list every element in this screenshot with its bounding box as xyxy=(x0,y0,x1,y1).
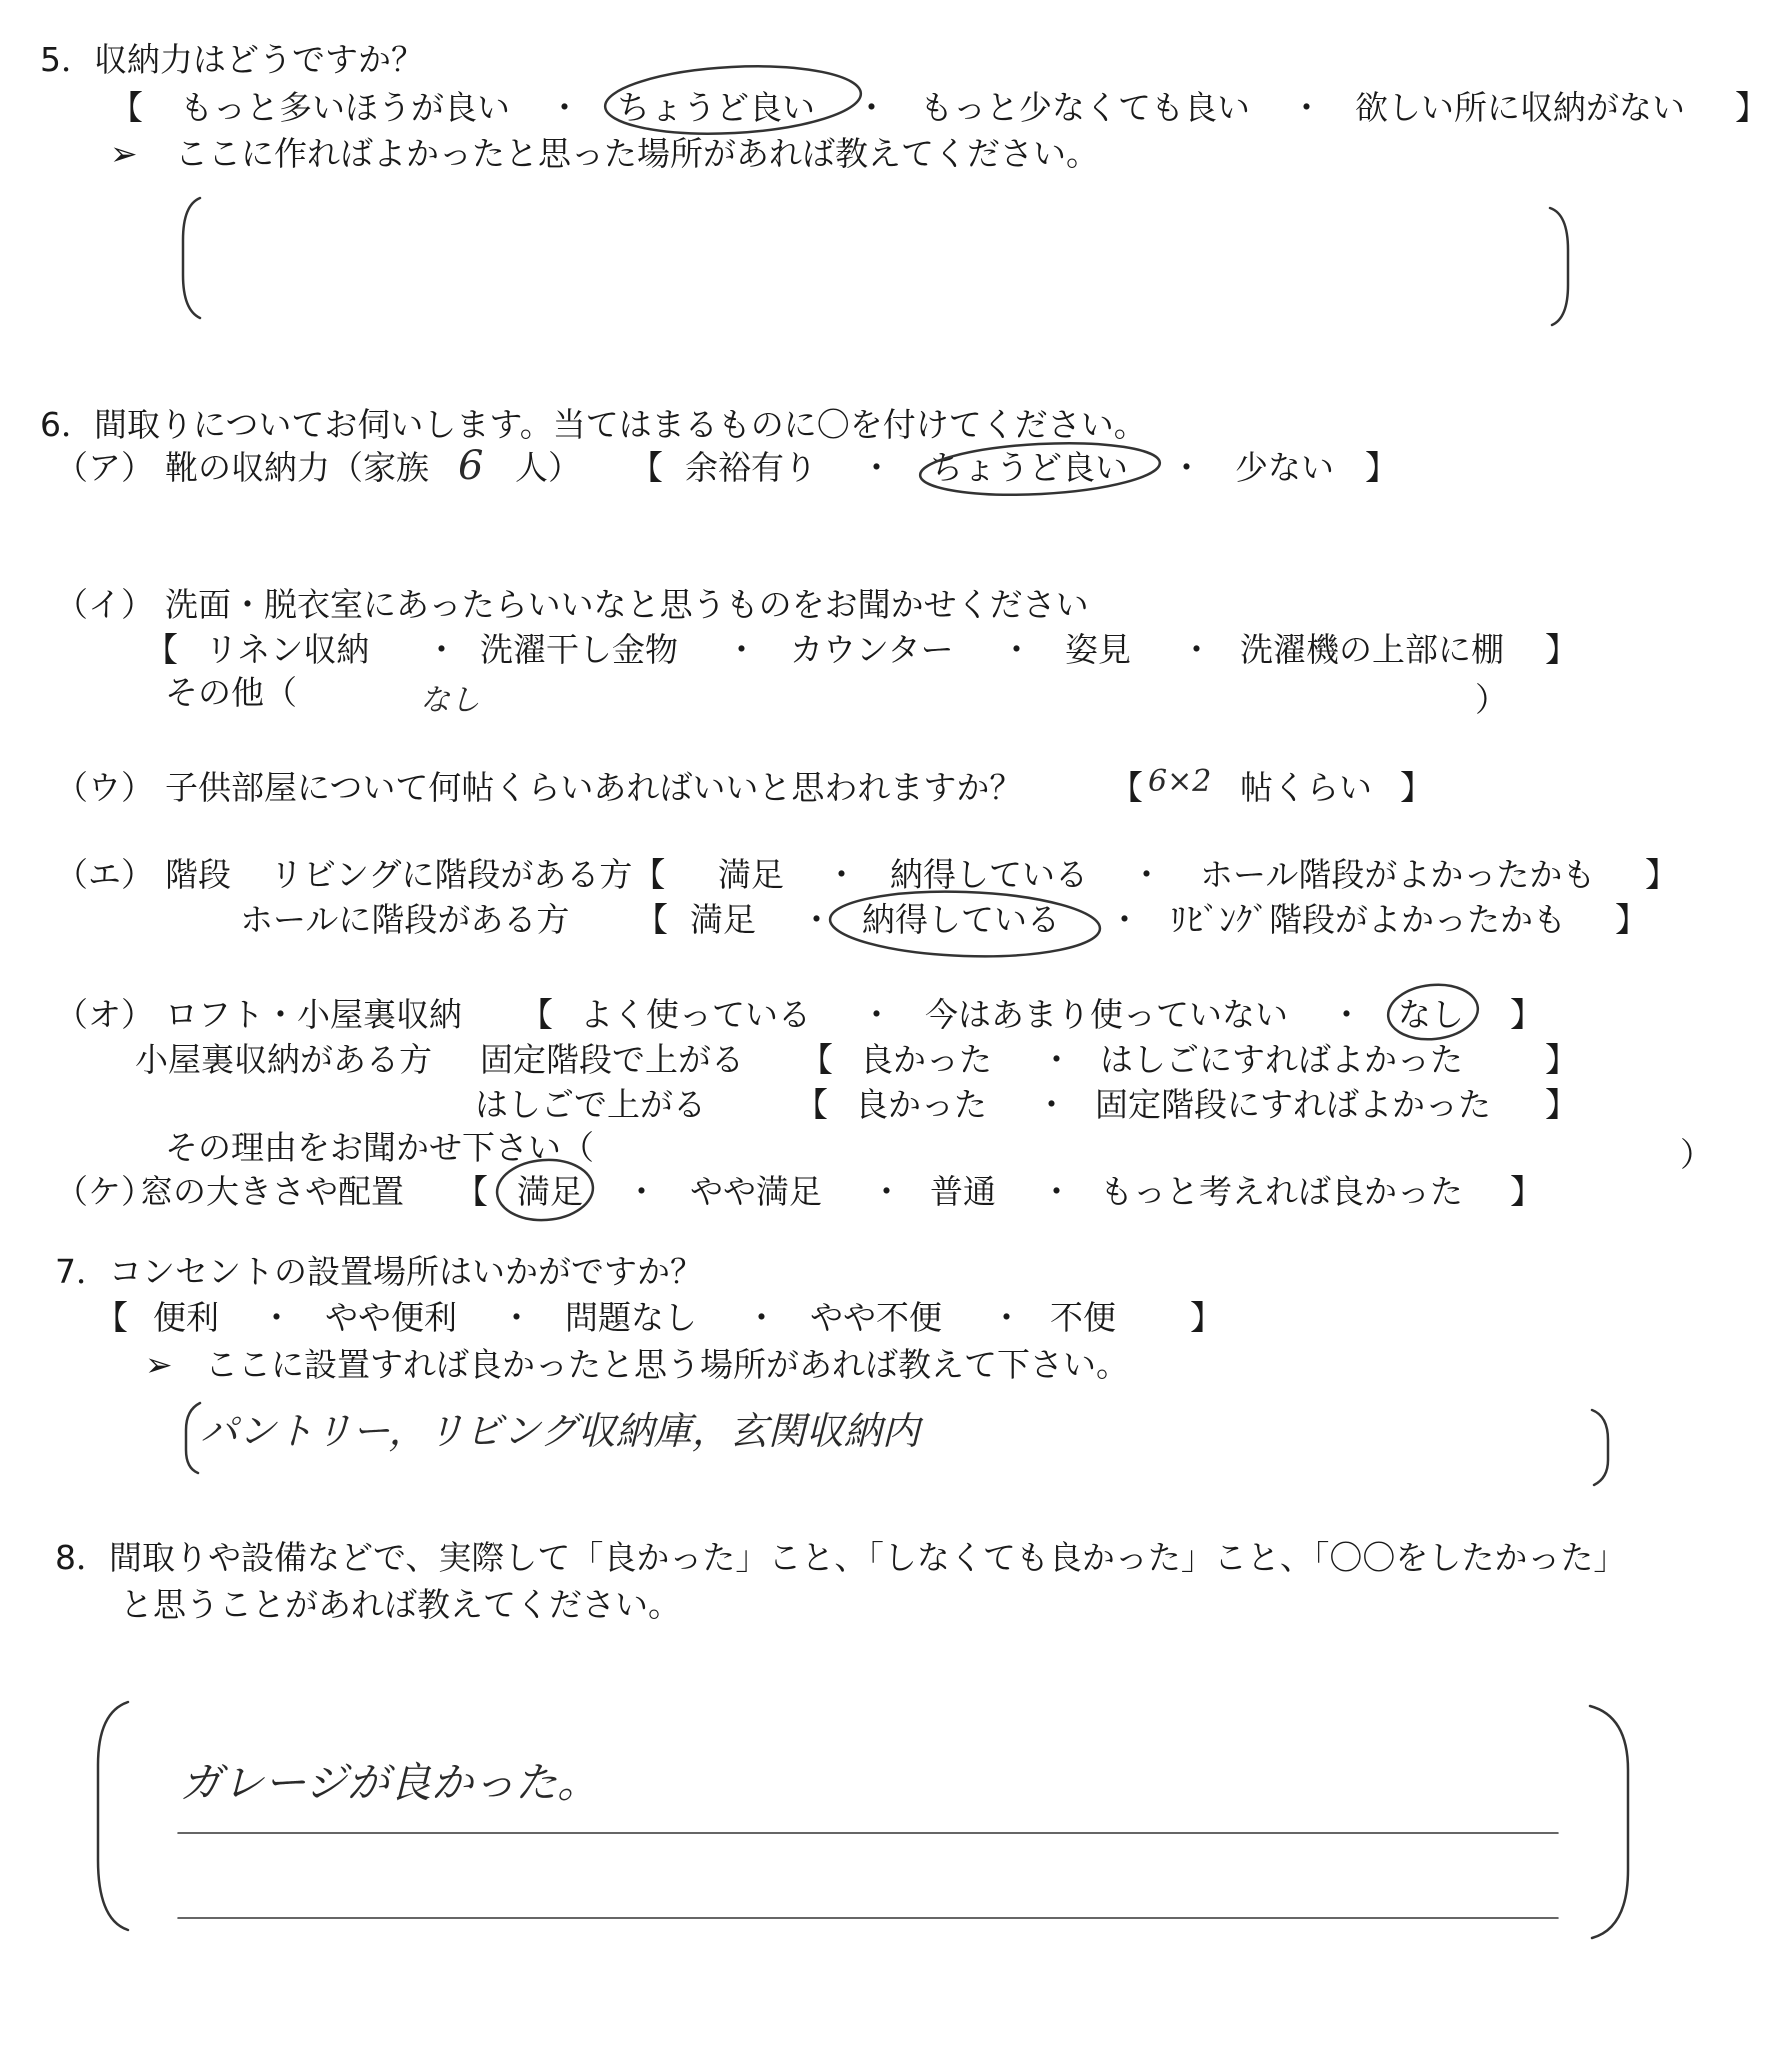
q6i-option-linen[interactable]: リネン収納 xyxy=(205,630,370,669)
q6e-row1-option-hall-stairs[interactable]: ホール階段がよかったかも xyxy=(1200,855,1596,894)
q6ke-text: 窓の大きさや配置 xyxy=(140,1172,404,1211)
q6i-option-drying-rack[interactable]: 洗濯干し金物 xyxy=(480,630,678,669)
q6i-separator: ・ xyxy=(1180,630,1213,669)
q6o-option-none[interactable]: なし xyxy=(1398,995,1464,1034)
q6a-separator: ・ xyxy=(1170,448,1203,487)
q6e-row2-open-bracket: 【 xyxy=(635,900,668,939)
q6ke-option-satisfied[interactable]: 満足 xyxy=(517,1172,583,1211)
q6ke-option-normal[interactable]: 普通 xyxy=(930,1172,996,1211)
q6a-option-just-right[interactable]: ちょうど良い xyxy=(930,448,1128,487)
q6i-label: （イ） xyxy=(55,585,154,624)
q7-option-somewhat-inconvenient[interactable]: やや不便 xyxy=(810,1298,942,1337)
q8-box-left-bracket xyxy=(98,1702,128,1930)
q6e-row1-option-satisfied[interactable]: 満足 xyxy=(718,855,784,894)
q6ke-option-could-think[interactable]: もっと考えれば良かった xyxy=(1100,1172,1463,1211)
q6ke-option-somewhat[interactable]: やや満足 xyxy=(690,1172,822,1211)
q6i-other-close: ） xyxy=(1475,680,1508,719)
q8-box-right-bracket xyxy=(1590,1706,1628,1938)
q6e-row2-option-convinced[interactable]: 納得している xyxy=(862,900,1060,939)
q8-title: 8．間取りや設備などで、実際して「良かった」こと、「しなくても良かった」こと、「〇〇をしたかった」 xyxy=(55,1538,1627,1577)
q5-box-right-bracket xyxy=(1550,208,1568,325)
q5-option-missing[interactable]: 欲しい所に収納がない xyxy=(1355,88,1685,127)
q6o-row2-option-good[interactable]: 良かった xyxy=(860,1040,992,1079)
q6o-separator: ・ xyxy=(860,995,893,1034)
q6ke-open-bracket: 【 xyxy=(455,1172,488,1211)
q6e-separator: ・ xyxy=(1108,900,1141,939)
q6e-row1-option-convinced[interactable]: 納得している xyxy=(890,855,1088,894)
q7-separator: ・ xyxy=(500,1298,533,1337)
q6o-option-used[interactable]: よく使っている xyxy=(580,995,811,1034)
q8-answer: ガレージが良かった。 xyxy=(180,1758,600,1807)
q5-open-bracket: 【 xyxy=(110,88,143,127)
q6e-row1-lead: リビングに階段がある方【 xyxy=(270,855,666,894)
q6a-separator: ・ xyxy=(860,448,893,487)
q6o-row3-option-fixed[interactable]: 固定階段にすればよかった xyxy=(1095,1085,1491,1124)
q5-separator: ・ xyxy=(855,88,888,127)
q6u-open-bracket: 【 xyxy=(1110,768,1143,807)
q6i-other-answer: なし xyxy=(420,683,480,718)
q6o-row3-option-good[interactable]: 良かった xyxy=(855,1085,987,1124)
q7-close-bracket: 】 xyxy=(1190,1298,1223,1337)
q5-box-left-bracket xyxy=(183,198,200,318)
q6u-text: 子供部屋について何帖くらいあればいいと思われますか？ xyxy=(165,768,1023,807)
q7-separator: ・ xyxy=(260,1298,293,1337)
q7-option-inconvenient[interactable]: 不便 xyxy=(1050,1298,1116,1337)
q7-box-right-bracket xyxy=(1592,1410,1608,1485)
q6a-option-few[interactable]: 少ない xyxy=(1235,448,1334,487)
q6i-separator: ・ xyxy=(1000,630,1033,669)
q6ke-separator: ・ xyxy=(625,1172,658,1211)
q6o-separator: ・ xyxy=(1040,1040,1073,1079)
q6i-option-mirror[interactable]: 姿見 xyxy=(1065,630,1131,669)
q6i-text: 洗面・脱衣室にあったらいいなと思うものをお聞かせください xyxy=(165,585,1089,624)
q6o-row2-lead: 小屋裏収納がある方 xyxy=(135,1040,432,1079)
q6o-close-bracket: 】 xyxy=(1510,995,1543,1034)
q6a-open-bracket: 【 xyxy=(630,448,663,487)
q6o-separator: ・ xyxy=(1330,995,1363,1034)
q7-open-bracket: 【 xyxy=(95,1298,128,1337)
q6i-other-label: その他（ xyxy=(165,673,297,712)
q6u-answer: 6×2 xyxy=(1148,764,1212,799)
q6ke-label: （ケ） xyxy=(55,1172,154,1211)
q8-title-continued: と思うことがあれば教えてください。 xyxy=(120,1585,681,1624)
q5-option-more[interactable]: もっと多いほうが良い xyxy=(180,88,510,127)
q6ke-close-bracket: 】 xyxy=(1510,1172,1543,1211)
q7-answer: パントリー，リビング収納庫，玄関収納内 xyxy=(200,1409,920,1453)
q6e-separator: ・ xyxy=(800,900,833,939)
q6o-row3-ladder: はしごで上がる xyxy=(475,1085,706,1124)
q6ke-separator: ・ xyxy=(870,1172,903,1211)
q6a-label: （ア） xyxy=(55,448,154,487)
arrow-icon: ➢ xyxy=(145,1345,173,1384)
q6o-text: ロフト・小屋裏収納 xyxy=(165,995,462,1034)
q6o-label: （オ） xyxy=(55,995,154,1034)
q6-title: 6．間取りについてお伺いします。当てはまるものに〇を付けてください。 xyxy=(40,405,1147,444)
q6i-separator: ・ xyxy=(425,630,458,669)
q7-option-somewhat-convenient[interactable]: やや便利 xyxy=(325,1298,457,1337)
q6e-text: 階段 xyxy=(165,855,231,894)
q6e-label: （エ） xyxy=(55,855,154,894)
q6o-row2-option-ladder[interactable]: はしごにすればよかった xyxy=(1100,1040,1463,1079)
q6u-close-bracket: 】 xyxy=(1400,768,1433,807)
q6e-row2-lead: ホールに階段がある方 xyxy=(240,900,570,939)
q6o-open-bracket: 【 xyxy=(520,995,553,1034)
q7-separator: ・ xyxy=(990,1298,1023,1337)
q6a-close-bracket: 】 xyxy=(1365,448,1398,487)
q6i-separator: ・ xyxy=(725,630,758,669)
q7-title: 7．コンセントの設置場所はいかがですか？ xyxy=(55,1252,703,1291)
q6o-reason-close: ） xyxy=(1680,1135,1713,1174)
q5-option-less[interactable]: もっと少なくても良い xyxy=(920,88,1250,127)
q6a-text: 靴の収納力（家族 xyxy=(165,448,429,487)
q6i-option-counter[interactable]: カウンター xyxy=(790,630,954,669)
q6u-unit: 帖くらい xyxy=(1240,768,1372,807)
q7-sub-question: ここに設置すれば良かったと思う場所があれば教えて下さい。 xyxy=(205,1345,1129,1384)
q6e-separator: ・ xyxy=(1130,855,1163,894)
q6a-option-ample[interactable]: 余裕有り xyxy=(685,448,817,487)
q6e-row2-option-satisfied[interactable]: 満足 xyxy=(690,900,756,939)
q5-sub-question: ここに作ればよかったと思った場所があれば教えてください。 xyxy=(175,134,1099,173)
q6i-close-bracket: 】 xyxy=(1545,630,1578,669)
q6e-row2-option-living-stairs[interactable]: ﾘﾋﾞﾝｸﾞ階段がよかったかも xyxy=(1170,900,1566,939)
q5-separator: ・ xyxy=(1290,88,1323,127)
q6u-label: （ウ） xyxy=(55,768,154,807)
q6o-row3-close-bracket: 】 xyxy=(1545,1085,1578,1124)
q5-option-just-right[interactable]: ちょうど良い xyxy=(617,88,815,127)
q6o-row2-close-bracket: 】 xyxy=(1545,1040,1578,1079)
q6o-row3-open-bracket: 【 xyxy=(795,1085,828,1124)
q5-title: 5．収納力はどうですか？ xyxy=(40,40,424,79)
q6i-option-shelf[interactable]: 洗濯機の上部に棚 xyxy=(1240,630,1504,669)
arrow-icon: ➢ xyxy=(110,134,138,173)
q5-separator: ・ xyxy=(548,88,581,127)
q6a-family-count: 6 xyxy=(458,443,484,489)
q6e-row2-close-bracket: 】 xyxy=(1615,900,1648,939)
q7-option-convenient[interactable]: 便利 xyxy=(153,1298,219,1337)
q6ke-separator: ・ xyxy=(1040,1172,1073,1211)
q6e-row1-close-bracket: 】 xyxy=(1645,855,1678,894)
q6o-option-not-used[interactable]: 今はあまり使っていない xyxy=(925,995,1288,1034)
q6e-separator: ・ xyxy=(825,855,858,894)
q6a-unit: 人） xyxy=(515,448,581,487)
q6o-row2-fixed-stairs: 固定階段で上がる xyxy=(480,1040,744,1079)
q5-close-bracket: 】 xyxy=(1735,88,1768,127)
q6o-reason-label: その理由をお聞かせ下さい（ xyxy=(165,1128,594,1167)
q7-option-no-problem[interactable]: 問題なし xyxy=(565,1298,697,1337)
q6o-separator: ・ xyxy=(1035,1085,1068,1124)
q6i-open-bracket: 【 xyxy=(145,630,178,669)
q7-separator: ・ xyxy=(745,1298,778,1337)
q7-box-left-bracket xyxy=(186,1403,200,1473)
q6o-row2-open-bracket: 【 xyxy=(800,1040,833,1079)
